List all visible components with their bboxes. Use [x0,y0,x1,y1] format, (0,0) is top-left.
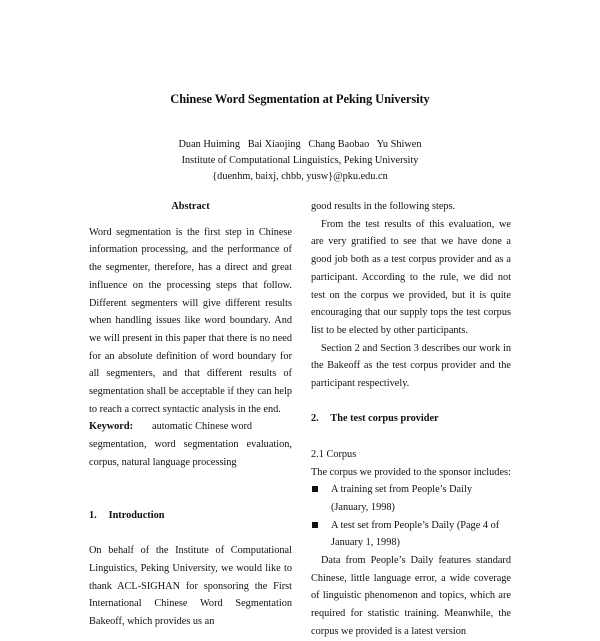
author-emails: {duenhm, baixj, chbb, yusw}@pku.edu.cn [212,171,388,182]
bullet-text-2: A test set from People’s Daily (Page 4 of January 1, 1998) [331,519,500,549]
section-1-heading [89,507,292,525]
section-2-title: The test corpus provider [330,413,439,425]
keywords-line-1: automatic Chinese word [152,421,253,433]
author-block [0,137,600,185]
section-1-number: 1. [89,509,97,521]
paper-title: Chinese Word Segmentation at Peking University [170,92,430,106]
abstract-text: Word segmentation is the first step in Chinese information processing, and the performance of the segmenter, therefore, has a direct and great influence on the processing steps that follow. Different segmenters will give different results when handling issues like word boundary. And we will present in this paper that there is no need for an absolute definition of word boundary for all segmenters, and that different results of segmentation shall be acceptable if they can help to reach a correct syntactic analysis in the end. [89,226,292,415]
continuation-text: good results in the following steps. [311,201,456,212]
introduction-text: On behalf of the Institute of Computational Linguistics, Peking University, we would like to thank ACL-SIGHAN for sponsoring the First International Chinese Word Segmentation Bakeoff, which provides us an [89,545,292,628]
subsection-2-1-heading: 2.1 Corpus [311,448,357,460]
list-item [311,481,511,516]
right-column [311,198,511,641]
square-bullet-icon [312,522,318,528]
list-item [311,517,511,552]
section-2-heading [311,410,511,428]
results-paragraph: From the test results of this evaluation, we are very gratified to see that we have done a good job both as a test corpus provider and as a participant. According to the rule, we did not test on the corpus we provided, but it is quite encouraging that our supply tops the test corpus list to be elected by other participants. [311,218,511,336]
bullet-text-1: A training set from People’s Daily (January, 1998) [331,484,472,513]
section-1-title: Introduction [108,509,165,521]
people-daily-paragraph: Data from People’s Daily features standard Chinese, little language error, a wide coverage of linguistic phenomenon and topics, which are required for statistic training. Meanwhile, the corpus we provided is a latest version [311,555,511,637]
abstract-heading: Abstract [171,201,210,212]
square-bullet-icon [312,486,318,492]
author-names: Duan Huiming Bai Xiaojing Chang Baobao Yu Shiwen [178,139,422,150]
keywords-label: Keyword: [89,421,134,433]
sections-paragraph: Section 2 and Section 3 describes our work in the Bakeoff as the test corpus provider and the participant respectively. [311,342,511,390]
left-column [89,198,292,631]
keywords [89,418,292,471]
section-2-number: 2. [311,413,319,425]
keywords-rest: segmentation, word segmentation evaluation, corpus, natural language processing [89,439,292,468]
author-affiliation: Institute of Computational Linguistics, Peking University [181,155,419,166]
corpus-intro: The corpus we provided to the sponsor includes: [311,466,511,478]
